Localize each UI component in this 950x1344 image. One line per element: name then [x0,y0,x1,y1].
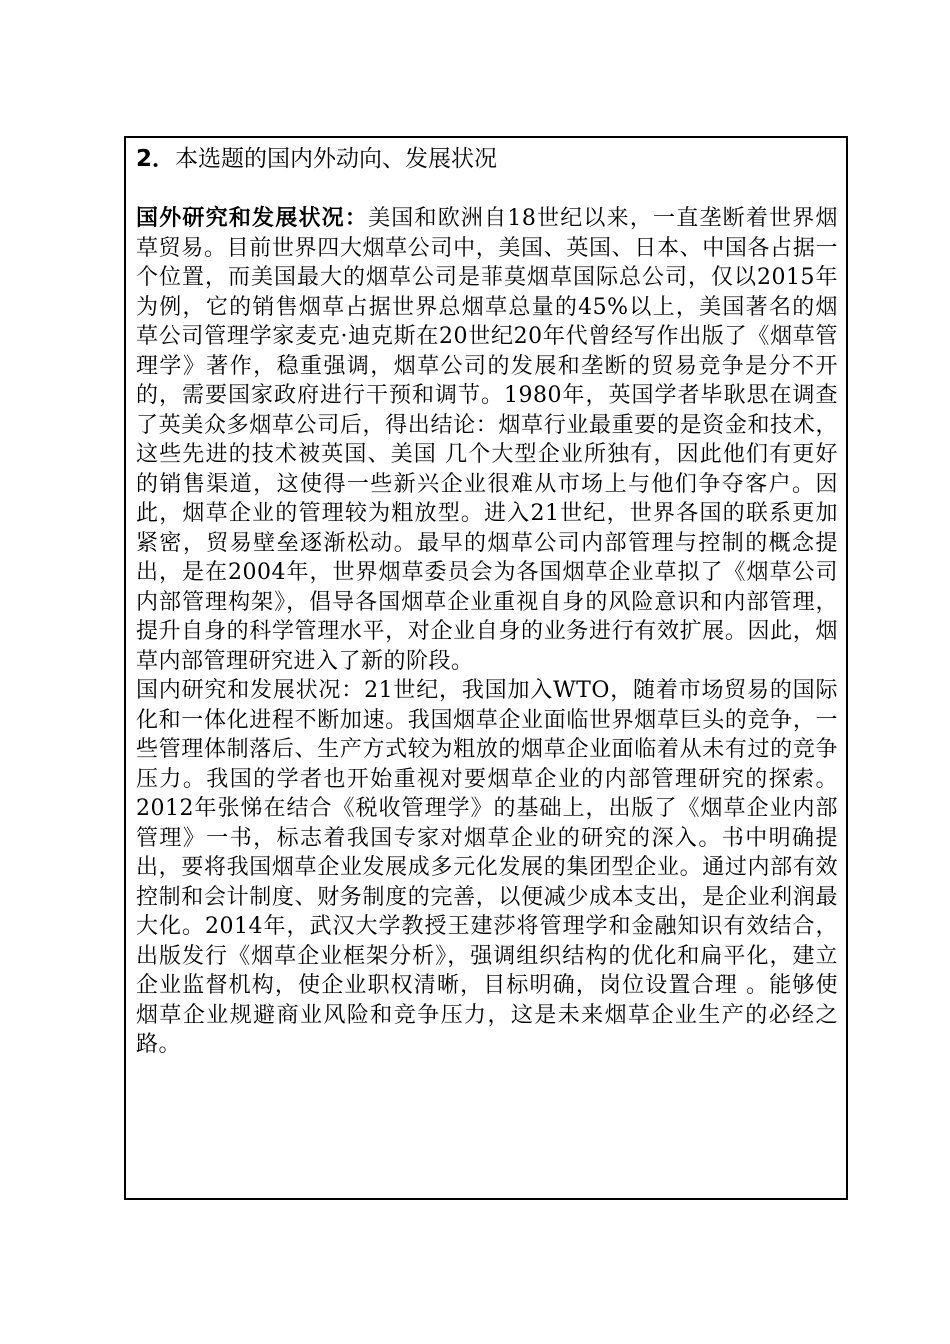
paragraph-lead: 国外研究和发展状况： [136,206,369,231]
paragraph-domestic-research [136,676,838,1060]
section-number: 2． [136,146,176,172]
body-text [136,204,838,1060]
paragraph-text: 国内研究和发展状况：21世纪，我国加入WTO，随着市场贸易的国际化和一体化进程不断加速。我国烟草企业面临世界烟草巨头的竞争，一些管理体制落后、生产方式较为粗放的烟草企业面临着从未有过的竞争压力。我国的学者也开始重视对要烟草企业的内部管理研究的探索。2012年张悌在结合《税收管理学》的基础上，出版了《烟草企业内部管理》一书，标志着我国专家对烟草企业的研究的深入。书中明确提出，要将我国烟草企业发展成多元化发展的集团型企业。通过内部有效控制和会计制度、财务制度的完善，以便减少成本支出，是企业利润最大化。2014年，武汉大学教授王建莎将管理学和金融知识有效结合，出版发行《烟草企业框架分析》，强调组织结构的优化和扁平化，建立企业监督机构，使企业职权清晰，目标明确，岗位设置合理 。能够使烟草企业规避商业风险和竞争压力，这是未来烟草企业生产的必经之路。 [136,678,838,1057]
section-title: 本选题的国内外动向、发展状况 [175,146,498,172]
section-heading [136,142,497,176]
content-box [124,136,848,1200]
paragraph-foreign-research [136,204,838,676]
paragraph-text: 美国和欧洲自18世纪以来，一直垄断着世界烟草贸易。目前世界四大烟草公司中，美国、英国、日本、中国各占据一个位置，而美国最大的烟草公司是菲莫烟草国际总公司，仅以2015年为例，它的销售烟草占据世界总烟草总量的45%以上，美国著名的烟草公司管理学家麦克·迪克斯在20世纪20年代曾经写作出版了《烟草管理学》著作，稳重强调，烟草公司的发展和垄断的贸易竞争是分不开的，需要国家政府进行干预和调节。1980年，英国学者毕耿思在调查了英美众多烟草公司后，得出结论：烟草行业最重要的是资金和技术，这些先进的技术被英国、美国 几个大型企业所独有，因此他们有更好的销售渠道，这使得一些新兴企业很难从市场上与他们争夺客户。因此，烟草企业的管理较为粗放型。进入21世纪，世界各国的联系更加紧密，贸易壁垒逐渐松动。最早的烟草公司内部管理与控制的概念提出，是在2004年，世界烟草委员会为各国烟草企业草拟了《烟草公司内部管理构架》，倡导各国烟草企业重视自身的风险意识和内部管理，提升自身的科学管理水平，对企业自身的业务进行有效扩展。因此，烟草内部管理研究进入了新的阶段。 [136,206,838,674]
